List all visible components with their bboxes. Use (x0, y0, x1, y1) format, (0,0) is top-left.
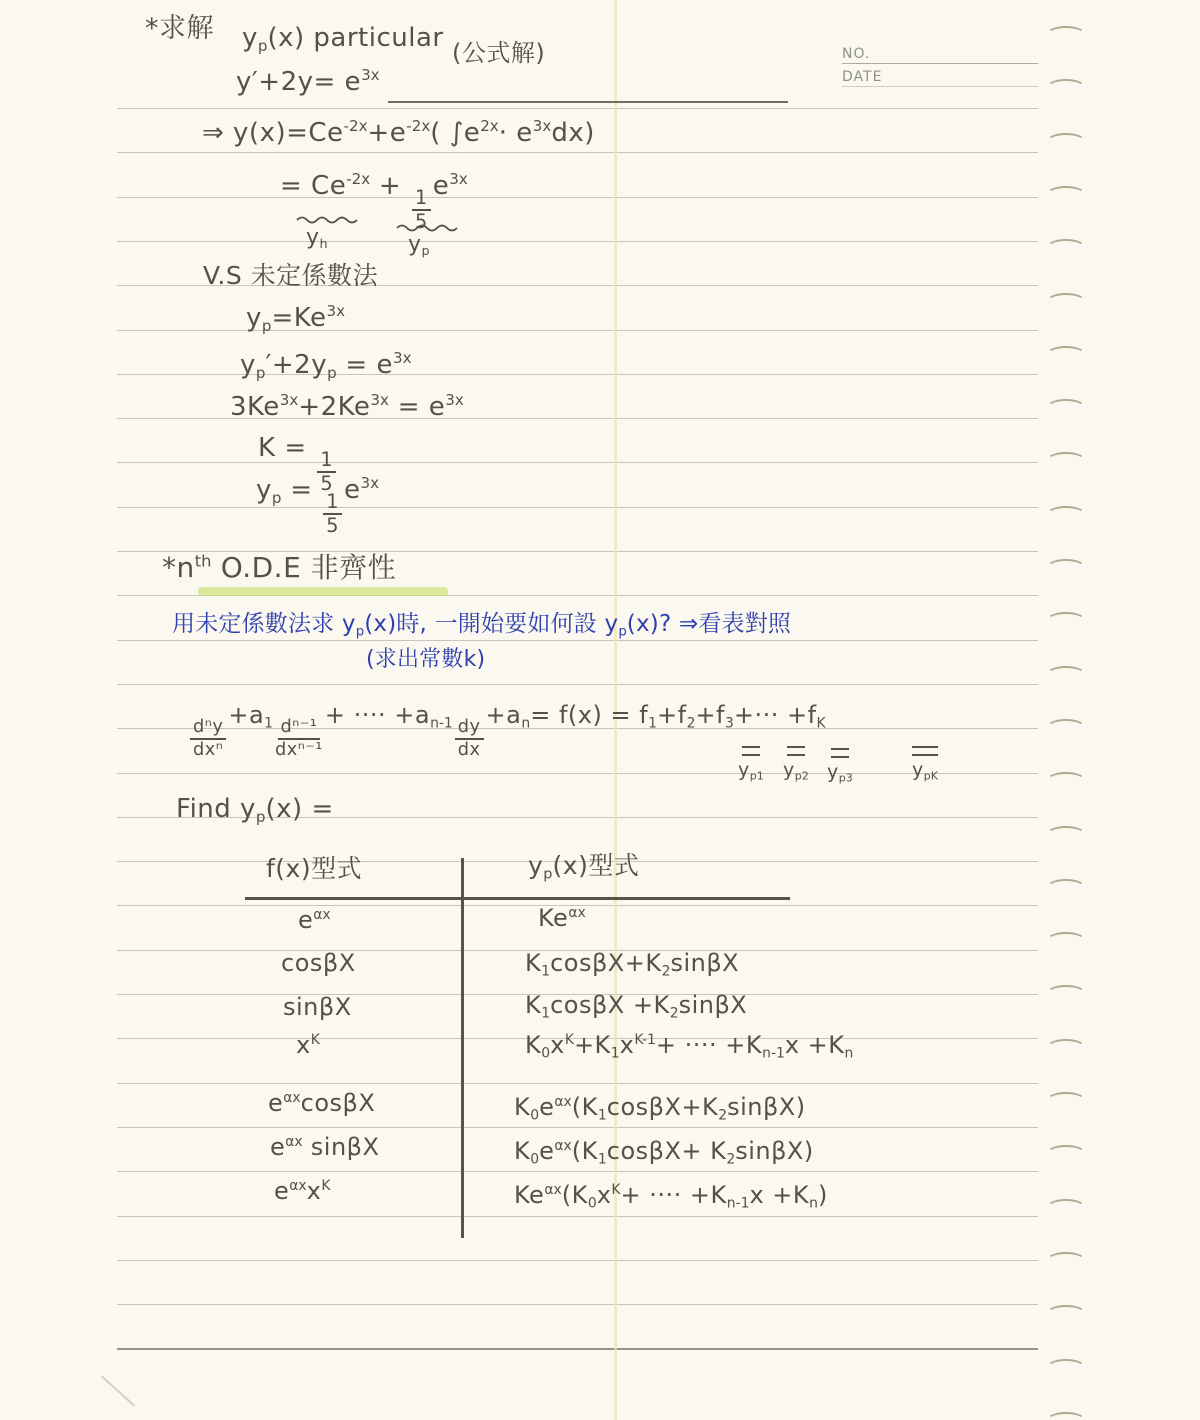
table-cell-right: K0eαx(K1cosβX+ K2sinβX) (514, 1137, 814, 1168)
binder-ring-arc (1046, 1092, 1086, 1110)
binder-ring-arc (1046, 1199, 1086, 1217)
eq-substitute: yp′+2yp = e3x (240, 349, 412, 382)
table-header-underline (245, 897, 790, 900)
binder-ring-arc (1046, 133, 1086, 151)
yp2-label: yp2 (783, 759, 809, 783)
table-cell-left: cosβX (281, 949, 356, 977)
rule-line (117, 1171, 1038, 1172)
table-column-divider (461, 858, 464, 1238)
binder-ring-arc (1046, 985, 1086, 1003)
binder-ring-arc (1046, 1359, 1086, 1377)
double-underline-mark (742, 746, 760, 756)
binder-ring-arc (1046, 612, 1086, 630)
solution-line-1: ⇒ y(x)=Ce-2x+e-2x( ∫e2x· e3xdx) (202, 117, 595, 148)
rule-line (117, 1083, 1038, 1084)
binder-ring-arc (1046, 559, 1086, 577)
solution-line-2: = Ce-2x + $\frac{1}{5}$ e3x (280, 170, 468, 233)
table-cell-right: K0eαx(K1cosβX+K2sinβX) (514, 1093, 806, 1124)
binder-ring-arc (1046, 79, 1086, 97)
yp-term-group (738, 746, 764, 781)
rule-line (117, 152, 1038, 153)
binder-ring-arc (1046, 186, 1086, 204)
label-yh: yh (306, 225, 328, 253)
binder-ring-arc (1046, 1039, 1086, 1057)
no-line (842, 63, 1038, 64)
binder-ring-arc (1046, 879, 1086, 897)
rule-line (117, 640, 1038, 641)
date-label: DATE (842, 69, 883, 85)
eq-expand: 3Ke3x+2Ke3x = e3x (230, 391, 464, 422)
rule-line (117, 1304, 1038, 1305)
date-line (842, 86, 1038, 87)
table-header-yp: yp(x)型式 (528, 851, 640, 883)
yp-term-group (783, 746, 809, 781)
rule-line (117, 1127, 1038, 1128)
binder-ring-arc (1046, 346, 1086, 364)
binder-ring-arc (1046, 1252, 1086, 1270)
table-cell-left: sinβX (283, 993, 352, 1021)
equation-underline (388, 101, 788, 103)
table-header-fx: f(x)型式 (266, 854, 363, 883)
binder-ring-arc (1046, 772, 1086, 790)
ode-equation: y′+2y= e3x (236, 66, 380, 97)
binder-ring-arc (1046, 1412, 1086, 1420)
rule-line (117, 684, 1038, 685)
highlighter-underline (198, 587, 448, 596)
no-label: NO. (842, 46, 871, 62)
rule-line (117, 462, 1038, 463)
binder-ring-arc (1046, 719, 1086, 737)
table-cell-right: K1cosβX +K2sinβX (525, 991, 748, 1022)
stray-pencil-mark (101, 1376, 135, 1407)
yp-term-group (912, 746, 938, 781)
binder-ring-arc (1046, 932, 1086, 950)
table-cell-right: Keαx(K0xK+ ···· +Kn-1x +Kn) (514, 1181, 828, 1212)
table-cell-right: K0xK+K1xK-1+ ···· +Kn-1x +Kn (525, 1031, 854, 1062)
find-yp-label: Find yp(x) = (176, 794, 334, 826)
rule-line (117, 108, 1038, 109)
binder-ring-arc (1046, 1305, 1086, 1323)
table-cell-left: xK (296, 1031, 320, 1059)
section-title-formula-note: (公式解) (452, 39, 546, 67)
yp1-label: yp1 (738, 759, 764, 783)
binder-ring-arc (1046, 399, 1086, 417)
double-underline-mark (787, 746, 805, 756)
eq-assume: yp=Ke3x (246, 302, 346, 335)
table-cell-left: eαx sinβX (270, 1133, 380, 1161)
wavy-underline-yh (296, 214, 358, 224)
binder-ring-arc (1046, 26, 1086, 44)
eq-k-value: K = $\frac{1}{5}$ (258, 432, 338, 494)
yp-term-group (827, 748, 853, 783)
ypk-label: ypK (912, 759, 938, 783)
rule-line (117, 773, 1038, 774)
double-underline-mark (831, 748, 849, 758)
blue-note-line-2: (求出常數k) (366, 647, 486, 672)
table-cell-left: eαx (298, 906, 331, 934)
nth-ode-heading: *nth O.D.E 非齊性 (162, 551, 397, 584)
table-cell-right: K1cosβX+K2sinβX (525, 949, 740, 980)
double-underline-mark (912, 746, 938, 756)
rule-line (117, 1260, 1038, 1261)
binder-ring-arc (1046, 1145, 1086, 1163)
blue-note-line-1: 用未定係數法求 yp(x)時, 一開始要如何設 yp(x)? ⇒看表對照 (172, 611, 792, 640)
binder-ring-arc (1046, 826, 1086, 844)
rule-line (117, 241, 1038, 242)
eq-yp-final: yp = $\frac{1}{5}$ e3x (256, 474, 380, 537)
table-cell-left: eαxcosβX (268, 1089, 376, 1117)
label-yp: yp (408, 232, 430, 260)
binder-ring-arc (1046, 452, 1086, 470)
table-cell-right: Keαx (538, 904, 586, 932)
table-cell-left: eαxxK (274, 1177, 331, 1205)
rule-line (117, 1216, 1038, 1217)
binder-ring-arc (1046, 506, 1086, 524)
rule-line (117, 1348, 1038, 1350)
binder-ring-arc (1046, 239, 1086, 257)
general-ode-formula: $\frac{\text{dⁿy}}{\text{dxⁿ}}$ +a1 $\frac{\text{dⁿ⁻¹}}{\text{dxⁿ⁻¹}}$ + ···· +an-1 $\frac{dy}{dx}$ +an= f(x) = f1+f2+f3+··· +fK (188, 700, 826, 759)
binder-ring-arc (1046, 293, 1086, 311)
binder-ring-arc (1046, 666, 1086, 684)
vs-heading: V.S 未定係數法 (203, 261, 379, 290)
section-title-star: *求解 (145, 13, 214, 44)
yp3-label: yp3 (827, 761, 853, 785)
rule-line (117, 197, 1038, 198)
section-title-yp: yp(x) particular (242, 23, 444, 55)
